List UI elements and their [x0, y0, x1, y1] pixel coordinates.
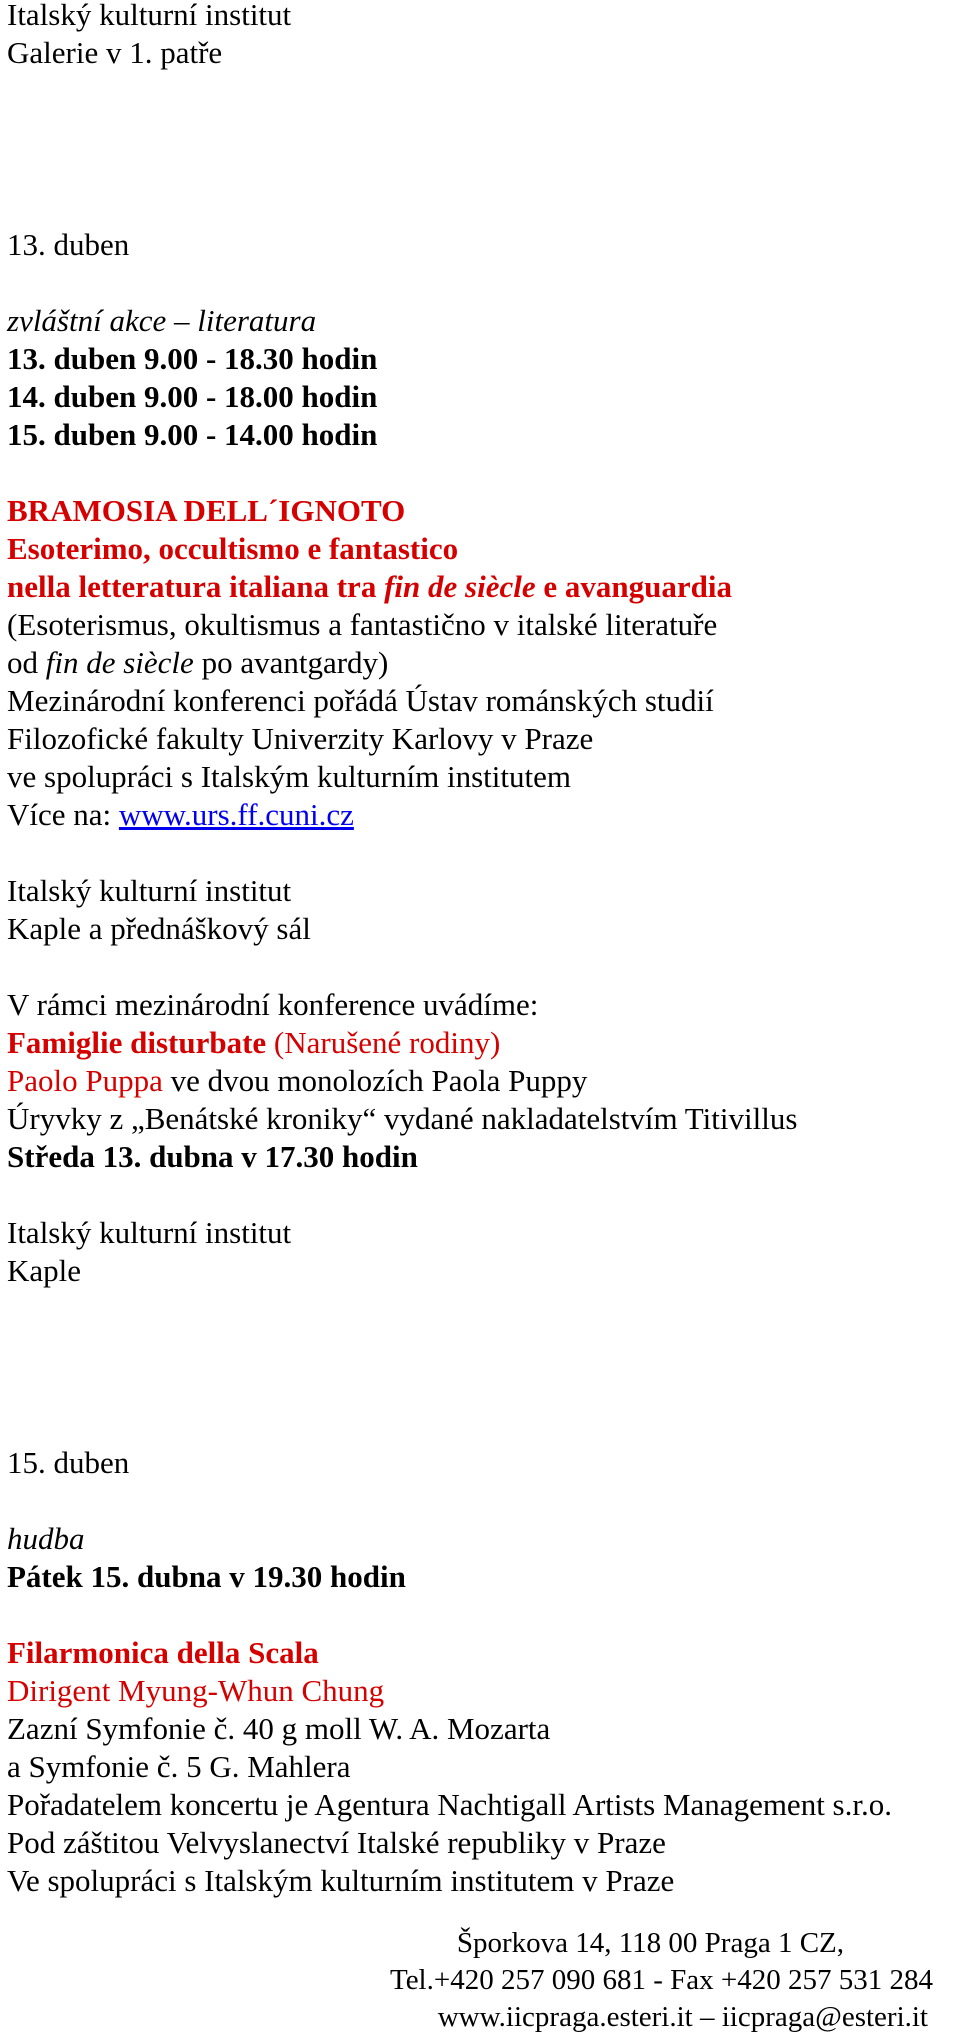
venue-name: Italský kulturní institut: [7, 0, 292, 32]
event-time: Pátek 15. dubna v 19.30 hodin: [7, 1559, 406, 1594]
event-title: Filarmonica della Scala: [7, 1635, 319, 1670]
title-translation: (Narušené rodiny): [266, 1025, 501, 1060]
event-program: a Symfonie č. 5 G. Mahlera: [7, 1749, 351, 1784]
more-info-label: Více na:: [7, 797, 119, 832]
footer-phone: Tel.+420 257 090 681 - Fax +420 257 531 284: [390, 1964, 933, 1996]
translation-italic: fin de siècle: [45, 645, 194, 680]
event-category: hudba: [7, 1521, 85, 1556]
event-excerpt: Úryvky z „Benátské kroniky“ vydané nakladatelstvím Titivillus: [7, 1101, 798, 1136]
event-subtitle-2: [7, 568, 732, 606]
venue-room: Kaple: [7, 1253, 82, 1288]
venue-name: Italský kulturní institut: [7, 873, 292, 908]
event-title: [7, 1024, 500, 1062]
event-time: 13. duben 9.00 - 18.30 hodin: [7, 341, 378, 376]
subtitle-italic: fin de siècle: [384, 569, 536, 604]
event-organizer: Pořadatelem koncertu je Agentura Nachtigall Artists Management s.r.o.: [7, 1787, 892, 1822]
footer-address: Šporkova 14, 118 00 Praga 1 CZ,: [456, 1927, 844, 1959]
author-name: Paolo Puppa: [7, 1063, 163, 1098]
translation-text: od: [7, 645, 46, 680]
subtitle-text: nella letteratura italiana tra: [7, 569, 385, 604]
event-patronage: Pod záštitou Velvyslanectví Italské republiky v Praze: [7, 1825, 666, 1860]
event-author-line: [7, 1062, 587, 1100]
translation-text: po avantgardy): [193, 645, 389, 680]
event-category: zvláštní akce – literatura: [7, 303, 317, 338]
venue-room: Galerie v 1. patře: [7, 35, 223, 70]
event-cooperation: Ve spolupráci s Italským kulturním institutem v Praze: [7, 1863, 675, 1898]
website-link[interactable]: www.urs.ff.cuni.cz: [118, 797, 354, 832]
date-heading: 13. duben: [7, 227, 130, 262]
event-time: 14. duben 9.00 - 18.00 hodin: [7, 379, 378, 414]
event-description: Mezinárodní konferenci pořádá Ústav románských studií: [7, 683, 714, 718]
title-bold: Famiglie disturbate: [7, 1025, 267, 1060]
czech-translation: (Esoterismus, okultismus a fantastično v italské literatuře: [7, 607, 718, 642]
event-intro: V rámci mezinárodní konference uvádíme:: [7, 987, 539, 1022]
czech-translation-2: [7, 644, 388, 682]
event-description: Filozofické fakulty Univerzity Karlovy v Praze: [7, 721, 594, 756]
footer-web: www.iicpraga.esteri.it – iicpraga@esteri.it: [437, 2001, 928, 2033]
subtitle-text: e avanguardia: [535, 569, 732, 604]
venue-name: Italský kulturní institut: [7, 1215, 292, 1250]
event-conductor: Dirigent Myung-Whun Chung: [7, 1673, 385, 1708]
more-info: [7, 796, 354, 834]
event-description: ve spolupráci s Italským kulturním institutem: [7, 759, 571, 794]
date-heading: 15. duben: [7, 1445, 130, 1480]
event-title: BRAMOSIA DELL´IGNOTO: [7, 493, 406, 528]
venue-room: Kaple a přednáškový sál: [7, 911, 311, 946]
event-subtitle: Esoterimo, occultismo e fantastico: [7, 531, 459, 566]
event-time: 15. duben 9.00 - 14.00 hodin: [7, 417, 378, 452]
event-time: Středa 13. dubna v 17.30 hodin: [7, 1139, 418, 1174]
event-program: Zazní Symfonie č. 40 g moll W. A. Mozarta: [7, 1711, 551, 1746]
author-rest: ve dvou monolozích Paola Puppy: [162, 1063, 588, 1098]
